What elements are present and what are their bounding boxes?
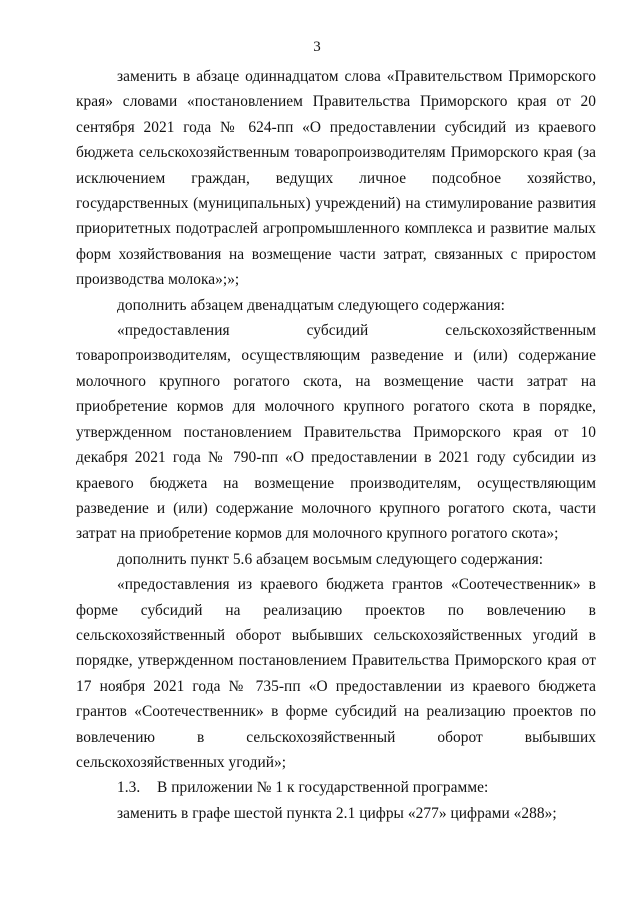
paragraph-add-eighth: дополнить пункт 5.6 абзацем восьмым следующего содержания:	[117, 550, 544, 568]
paragraph-replace-numbers: заменить в графе шестой пункта 2.1 цифры «277» цифрами «288»;	[117, 804, 557, 822]
paragraph-add-twelfth: дополнить абзацем двенадцатым следующего содержания:	[117, 296, 505, 314]
page-number: 3	[313, 39, 321, 55]
item-1-3-number: 1.3.	[117, 779, 141, 797]
paragraph-grant-compatriot: «предоставления из краевого бюджета грантов «Соотечественник» в форме субсидий на реализацию проектов по вовлечению в сельскохозяйственный оборот выбывших сельскохозяйственных угодий в порядке, утвержденном постановлением Правительства Приморского края от 17 ноября 2021 года № 735-пп «О предоставлении из краевого бюджета грантов «Соотечественник» в форме субсидий на реализацию проектов по вовлечению в сельскохозяйственный оборот выбывших сельскохозяйственных угодий»;	[76, 576, 596, 771]
paragraph-replace-words: заменить в абзаце одиннадцатом слова «Правительством Приморского края» словами «постановлением Правительства Приморского края от 20 сентября 2021 года № 624-пп «О предоставлении субсидий из краевого бюджета сельскохозяйственным товаропроизводителям Приморского края (за исключением граждан, ведущих личное подсобное хозяйство, государственных (муниципальных) учреждений) на стимулирование развития приоритетных подотраслей агропромышленного комплекса и развитие малых форм хозяйствования на возмещение части затрат, связанных с приростом производства молока»;»;	[76, 68, 596, 289]
document-body	[76, 64, 596, 826]
item-1-3	[76, 775, 596, 800]
paragraph-dairy-subsidy: «предоставления субсидий сельскохозяйственным товаропроизводителям, осуществляющим разведение и (или) содержание молочного крупного рогатого скота, на возмещение части затрат на приобретение кормов для молочного крупного рогатого скота в порядке, утвержденном постановлением Правительства Приморского края от 10 декабря 2021 года № 790-пп «О предоставлении в 2021 году субсидии из краевого бюджета на возмещение производителям, осуществляющим разведение и (или) содержание молочного крупного рогатого скота, части затрат на приобретение кормов для молочного крупного рогатого скота»;	[76, 322, 596, 543]
item-1-3-text: В приложении № 1 к государственной программе:	[157, 779, 489, 797]
